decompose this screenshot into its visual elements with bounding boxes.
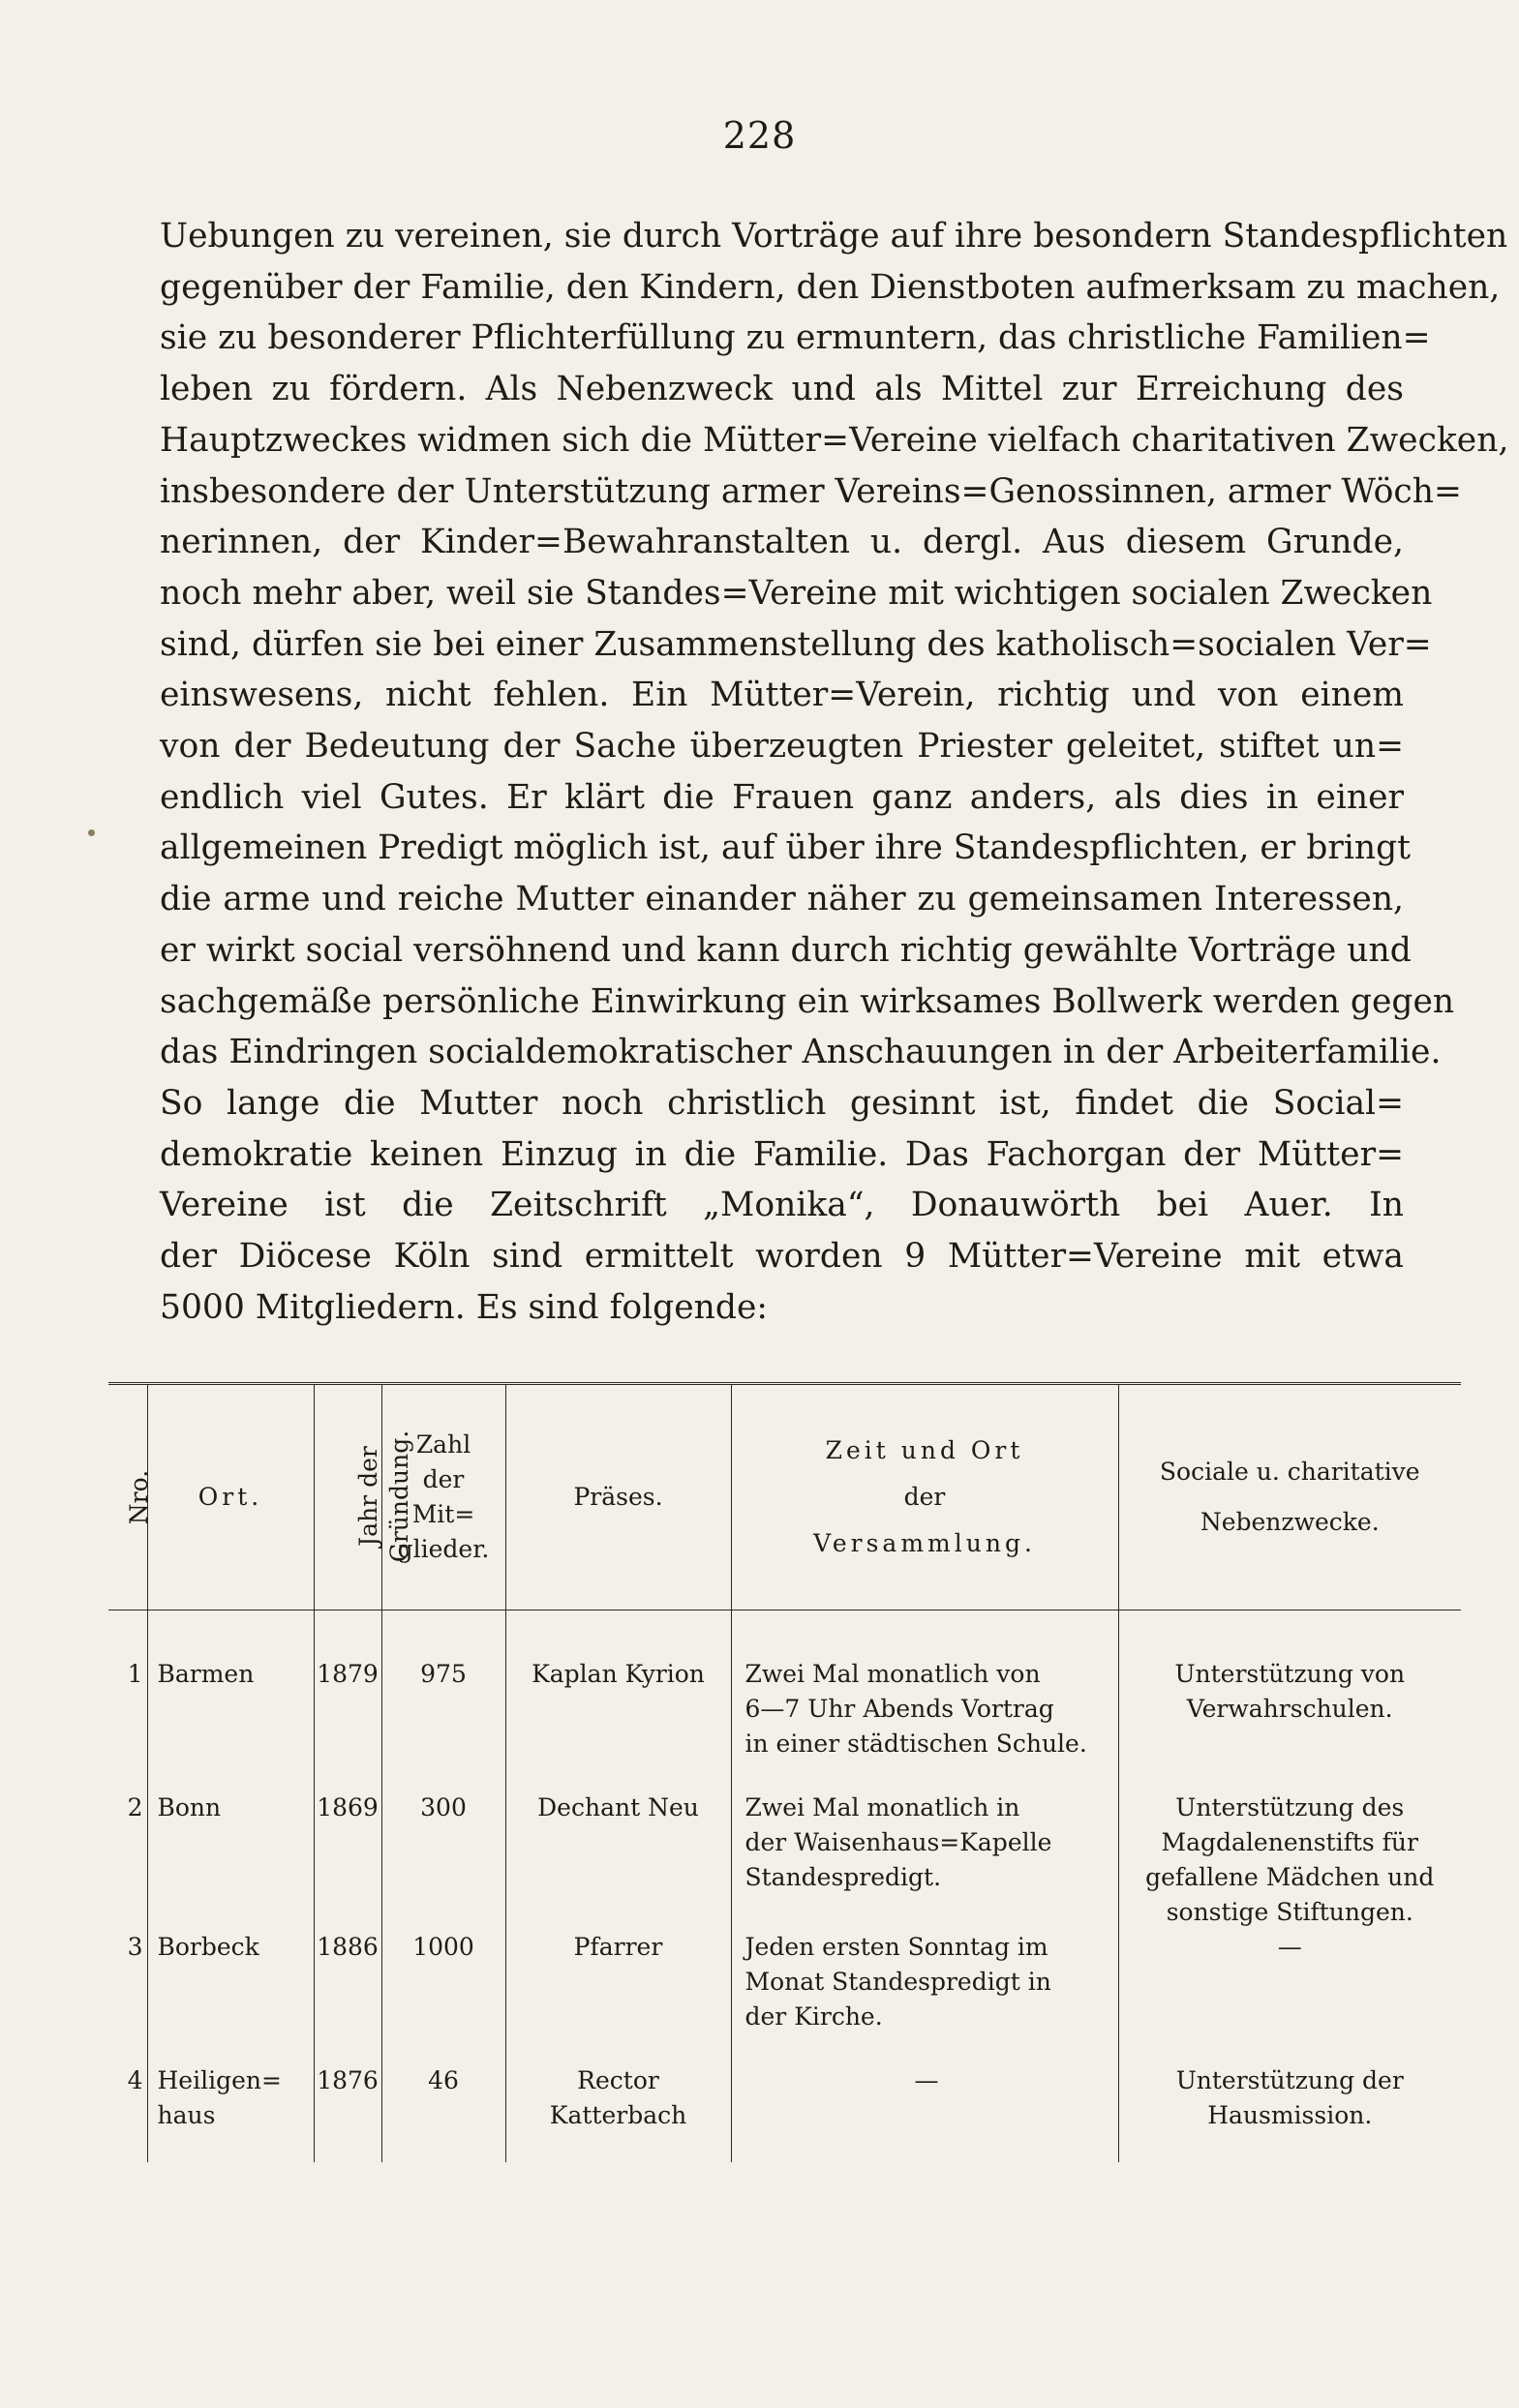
cell-ort: Borbeck [147, 1930, 314, 2063]
header-praeses [505, 1385, 731, 1610]
cell-ort: Heiligen= haus [147, 2063, 314, 2162]
cell-zeit-ort: Jeden ersten Sonntag im Monat Standespredigt in der Kirche. [731, 1930, 1118, 2063]
cell-jahr: 1879 [314, 1610, 381, 1791]
cell-praeses: Dechant Neu [505, 1791, 731, 1930]
cell-nr: 2 [127, 1793, 143, 1821]
header-jahr [314, 1385, 413, 1610]
table-row [108, 1610, 1461, 1791]
cell-ort: Barmen [147, 1610, 314, 1791]
text-line: insbesondere der Unterstützung armer Vereins=Genossinnen, armer Wöch= [160, 471, 1462, 511]
cell-nr: 4 [127, 2066, 143, 2094]
page-number: 228 [722, 114, 797, 157]
text-line: einswesens, nicht fehlen. Ein Mütter=Verein, richtig und von einem [160, 676, 1404, 715]
cell-zahl: 1000 [381, 1930, 505, 2063]
text-line: sie zu besonderer Pflichterfüllung zu ermuntern, das christliche Familien= [160, 318, 1431, 358]
cell-zahl: 46 [381, 2063, 505, 2162]
table-header-row [108, 1385, 1461, 1610]
text-line: der Diöcese Köln sind ermittelt worden 9 Mütter=Vereine mit etwa [160, 1237, 1404, 1277]
cell-nebenzwecke: Unterstützung von Verwahrschulen. [1118, 1610, 1461, 1791]
mothers-associations-table [108, 1382, 1461, 2162]
text-line: So lange die Mutter noch christlich gesinnt ist, findet die Social= [160, 1083, 1404, 1123]
body-paragraph [160, 211, 1509, 1333]
cell-nebenzwecke: Unterstützung der Hausmission. [1118, 2063, 1461, 2162]
text-line: Uebungen zu vereinen, sie durch Vorträge auf ihre besondern Standespflichten [160, 217, 1508, 256]
header-nr-label: Nro. [125, 1469, 154, 1525]
cell-nr: 3 [127, 1933, 143, 1961]
cell-praeses: Kaplan Kyrion [505, 1610, 731, 1791]
header-nr [108, 1385, 154, 1610]
ink-speck [88, 829, 95, 836]
text-line: er wirkt social versöhnend und kann durch richtig gewählte Vorträge und [160, 930, 1412, 970]
cell-jahr: 1886 [314, 1930, 381, 2063]
text-line: nerinnen, der Kinder=Bewahranstalten u. dergl. Aus diesem Grunde, [160, 523, 1404, 562]
text-line: Vereine ist die Zeitschrift „Monika“, Donauwörth bei Auer. In [160, 1186, 1404, 1225]
cell-zahl: 975 [381, 1610, 505, 1791]
text-line: endlich viel Gutes. Er klärt die Frauen ganz anders, als dies in einer [160, 777, 1404, 817]
text-line: 5000 Mitgliedern. Es sind folgende: [160, 1287, 768, 1327]
cell-jahr: 1876 [314, 2063, 381, 2162]
text-line: noch mehr aber, weil sie Standes=Vereine mit wichtigen socialen Zwecken [160, 573, 1433, 613]
cell-zeit-ort: — [731, 2063, 1118, 2162]
header-ort [147, 1385, 314, 1610]
text-line: leben zu fördern. Als Nebenzweck und als Mittel zur Erreichung des [160, 370, 1404, 409]
cell-nr: 1 [127, 1660, 143, 1688]
header-ort-label: Ort. [197, 1483, 263, 1511]
cell-nebenzwecke: — [1118, 1930, 1461, 2063]
cell-ort: Bonn [147, 1791, 314, 1930]
text-line: von der Bedeutung der Sache überzeugten Priester geleitet, stiftet un= [160, 727, 1404, 767]
text-line: das Eindringen socialdemokratischer Anschauungen in der Arbeiterfamilie. [160, 1033, 1442, 1072]
header-praeses-label: Präses. [573, 1483, 663, 1511]
table-row [108, 1791, 1461, 1930]
cell-zeit-ort: Zwei Mal monatlich in der Waisenhaus=Kapelle Standespredigt. [731, 1791, 1118, 1930]
header-zahl: Zahl der Mit= glieder. [381, 1385, 505, 1610]
table-row [108, 2063, 1461, 2162]
cell-praeses: Pfarrer [505, 1930, 731, 2063]
cell-jahr: 1869 [314, 1791, 381, 1930]
cell-nebenzwecke: Unterstützung des Magdalenenstifts für gefallene Mädchen und sonstige Stiftungen. [1118, 1791, 1461, 1930]
cell-praeses: Rector Katterbach [505, 2063, 731, 2162]
header-nebenzwecke: Sociale u. charitative Nebenzwecke. [1118, 1385, 1461, 1610]
text-line: gegenüber der Familie, den Kindern, den Dienstboten aufmerksam zu machen, [160, 267, 1501, 307]
text-line: allgemeinen Predigt möglich ist, auf über ihre Standespflichten, er bringt [160, 828, 1412, 868]
cell-zahl: 300 [381, 1791, 505, 1930]
text-line: die arme und reiche Mutter einander näher zu gemeinsamen Interessen, [160, 880, 1404, 919]
cell-zeit-ort: Zwei Mal monatlich von 6—7 Uhr Abends Vortrag in einer städtischen Schule. [731, 1610, 1118, 1791]
text-line: sachgemäße persönliche Einwirkung ein wirksames Bollwerk werden gegen [160, 981, 1455, 1021]
text-line: sind, dürfen sie bei einer Zusammenstellung des katholisch=socialen Ver= [160, 624, 1432, 664]
table-row [108, 1930, 1461, 2063]
header-zeit-ort: Zeit und Ort der Versammlung. [731, 1385, 1118, 1610]
text-line: Hauptzweckes widmen sich die Mütter=Vereine vielfach charitativen Zwecken, [160, 420, 1509, 460]
header-jahr-label: Jahr der Gründung. [353, 1430, 413, 1563]
text-line: demokratie keinen Einzug in die Familie. Das Fachorgan der Mütter= [160, 1134, 1404, 1174]
